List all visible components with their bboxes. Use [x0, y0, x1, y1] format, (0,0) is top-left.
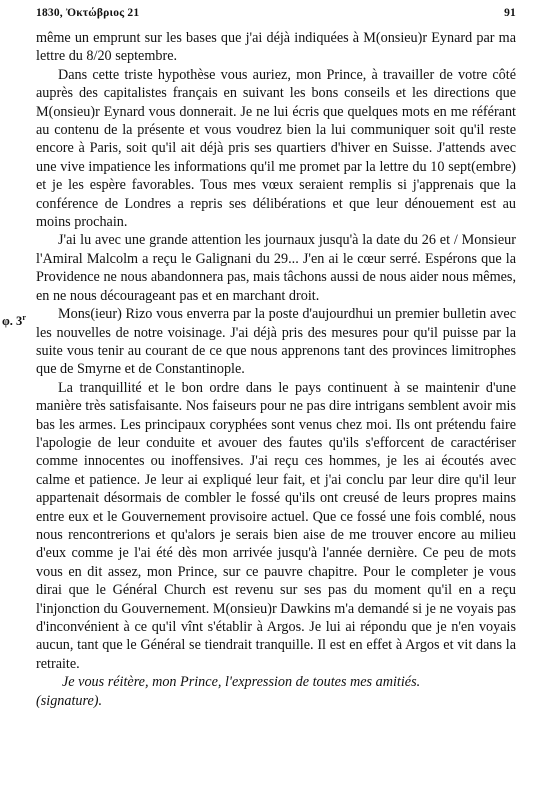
running-title: 1830, Ὀκτώβριος 21 [36, 7, 140, 19]
closing-line: Je vous réitère, mon Prince, l'expression de toutes mes amitiés. [62, 674, 421, 691]
folio-label: φ. 3 [2, 314, 23, 329]
document-page [36, 7, 516, 710]
signature-line: (signature). [36, 692, 103, 709]
paragraph-tranquillite: La tranquillité et le bon ordre dans le pays continuent à se maintenir d'une manière très satisfaisante. Nos faiseurs pour ne pas dire intrigans semblent avoir mis bas les armes. Les principaux coryphées sont venus chez moi. Ils ont prétendu faire l'apologie de leur conduite et avouer des fautes qu'ils s'efforcent de caractériser comme innocentes ou inoffensives. J'ai reçu ces hommes, je les ai écoutés avec calme et patience. Je leur ai expliqué leur fait, et j'ai conclu par leur dire qu'il leur appartenait désormais de combler le fossé qu'ils ont creusé de leurs propres mains entre eux et le Gouvernement provisoire actuel. Que ce fossé une fois comblé, nous nous rencontrerions et qu'alors je serais bien aise de me trouver encore au milieu d'eux comme je l'ai été dès mon arrivée jusqu'à l'année dernière. Ce peu de mots vous en dit assez, mon Prince, sur ce pauvre chapitre. Pour le completer je vous dirai que le Général Church est revenu sur ses pas du moment qu'il en a reçu l'injonction du Gouvernement. M(onsieu)r Dawkins m'a demandé si je ne voyais pas d'inconvénient à ce qu'il vînt s'établir à Argos. Je lui ai répondu que je n'en voyais aucun, tant que le Général se tiendrait tranquille. Il est en effet à Argos et vit dans la retraite. [36, 379, 516, 672]
page-number: 91 [504, 7, 516, 19]
paragraph-rizo: Mons(ieur) Rizo vous enverra par la poste d'aujourdhui un premier bulletin avec les nouvelles de notre voisinage. J'ai déjà pris des mesures pour qu'il puisse par la suite vous tenir au courant de ce que nous apprenons tant des provinces limitrophes que de Smyrne et de Constantinople. [36, 306, 516, 378]
page-header [36, 7, 516, 29]
paragraph-eynard: Dans cette triste hypothèse vous auriez, mon Prince, à travailler de votre côté auprès des capitalistes français en suivant les bons conseils et les directions que M(onsieu)r Eynard vous donnerait. Je ne lui écris que quelques mots en me référant au contenu de la présente et vous voudrez bien la lui communiquer soit qu'il reste encore à Paris, soit qu'il ait déjà pris ses quartiers d'hiver en Suisse. J'attends avec une vive impatience les informations qu'il me promet par la lettre du 10 sept(embre) et je les espère favorables. Tous mes vœux seraient remplis si j'apprenais que la conférence de Londres a repris ses délibérations et que leur dénouement est au moins prochain. [36, 66, 516, 231]
paragraph-journaux: J'ai lu avec une grande attention les journaux jusqu'à la date du 26 et / Monsieur l'Amiral Malcolm a reçu le Galignani du 29... J'en ai le cœur serré. Espérons que la Providence ne nous abandonnera pas, mais tâchons aussi de nous aider nous mêmes, en ne nous décourageant pas et en marchant droit. [36, 232, 516, 304]
letter-body [36, 29, 516, 710]
folio-margin-note [2, 313, 26, 329]
folio-recto-mark: r [22, 313, 26, 322]
paragraph-continuation: même un emprunt sur les bases que j'ai déjà indiquées à M(onsieu)r Eynard par ma lettre du 8/20 septembre. [36, 30, 516, 65]
